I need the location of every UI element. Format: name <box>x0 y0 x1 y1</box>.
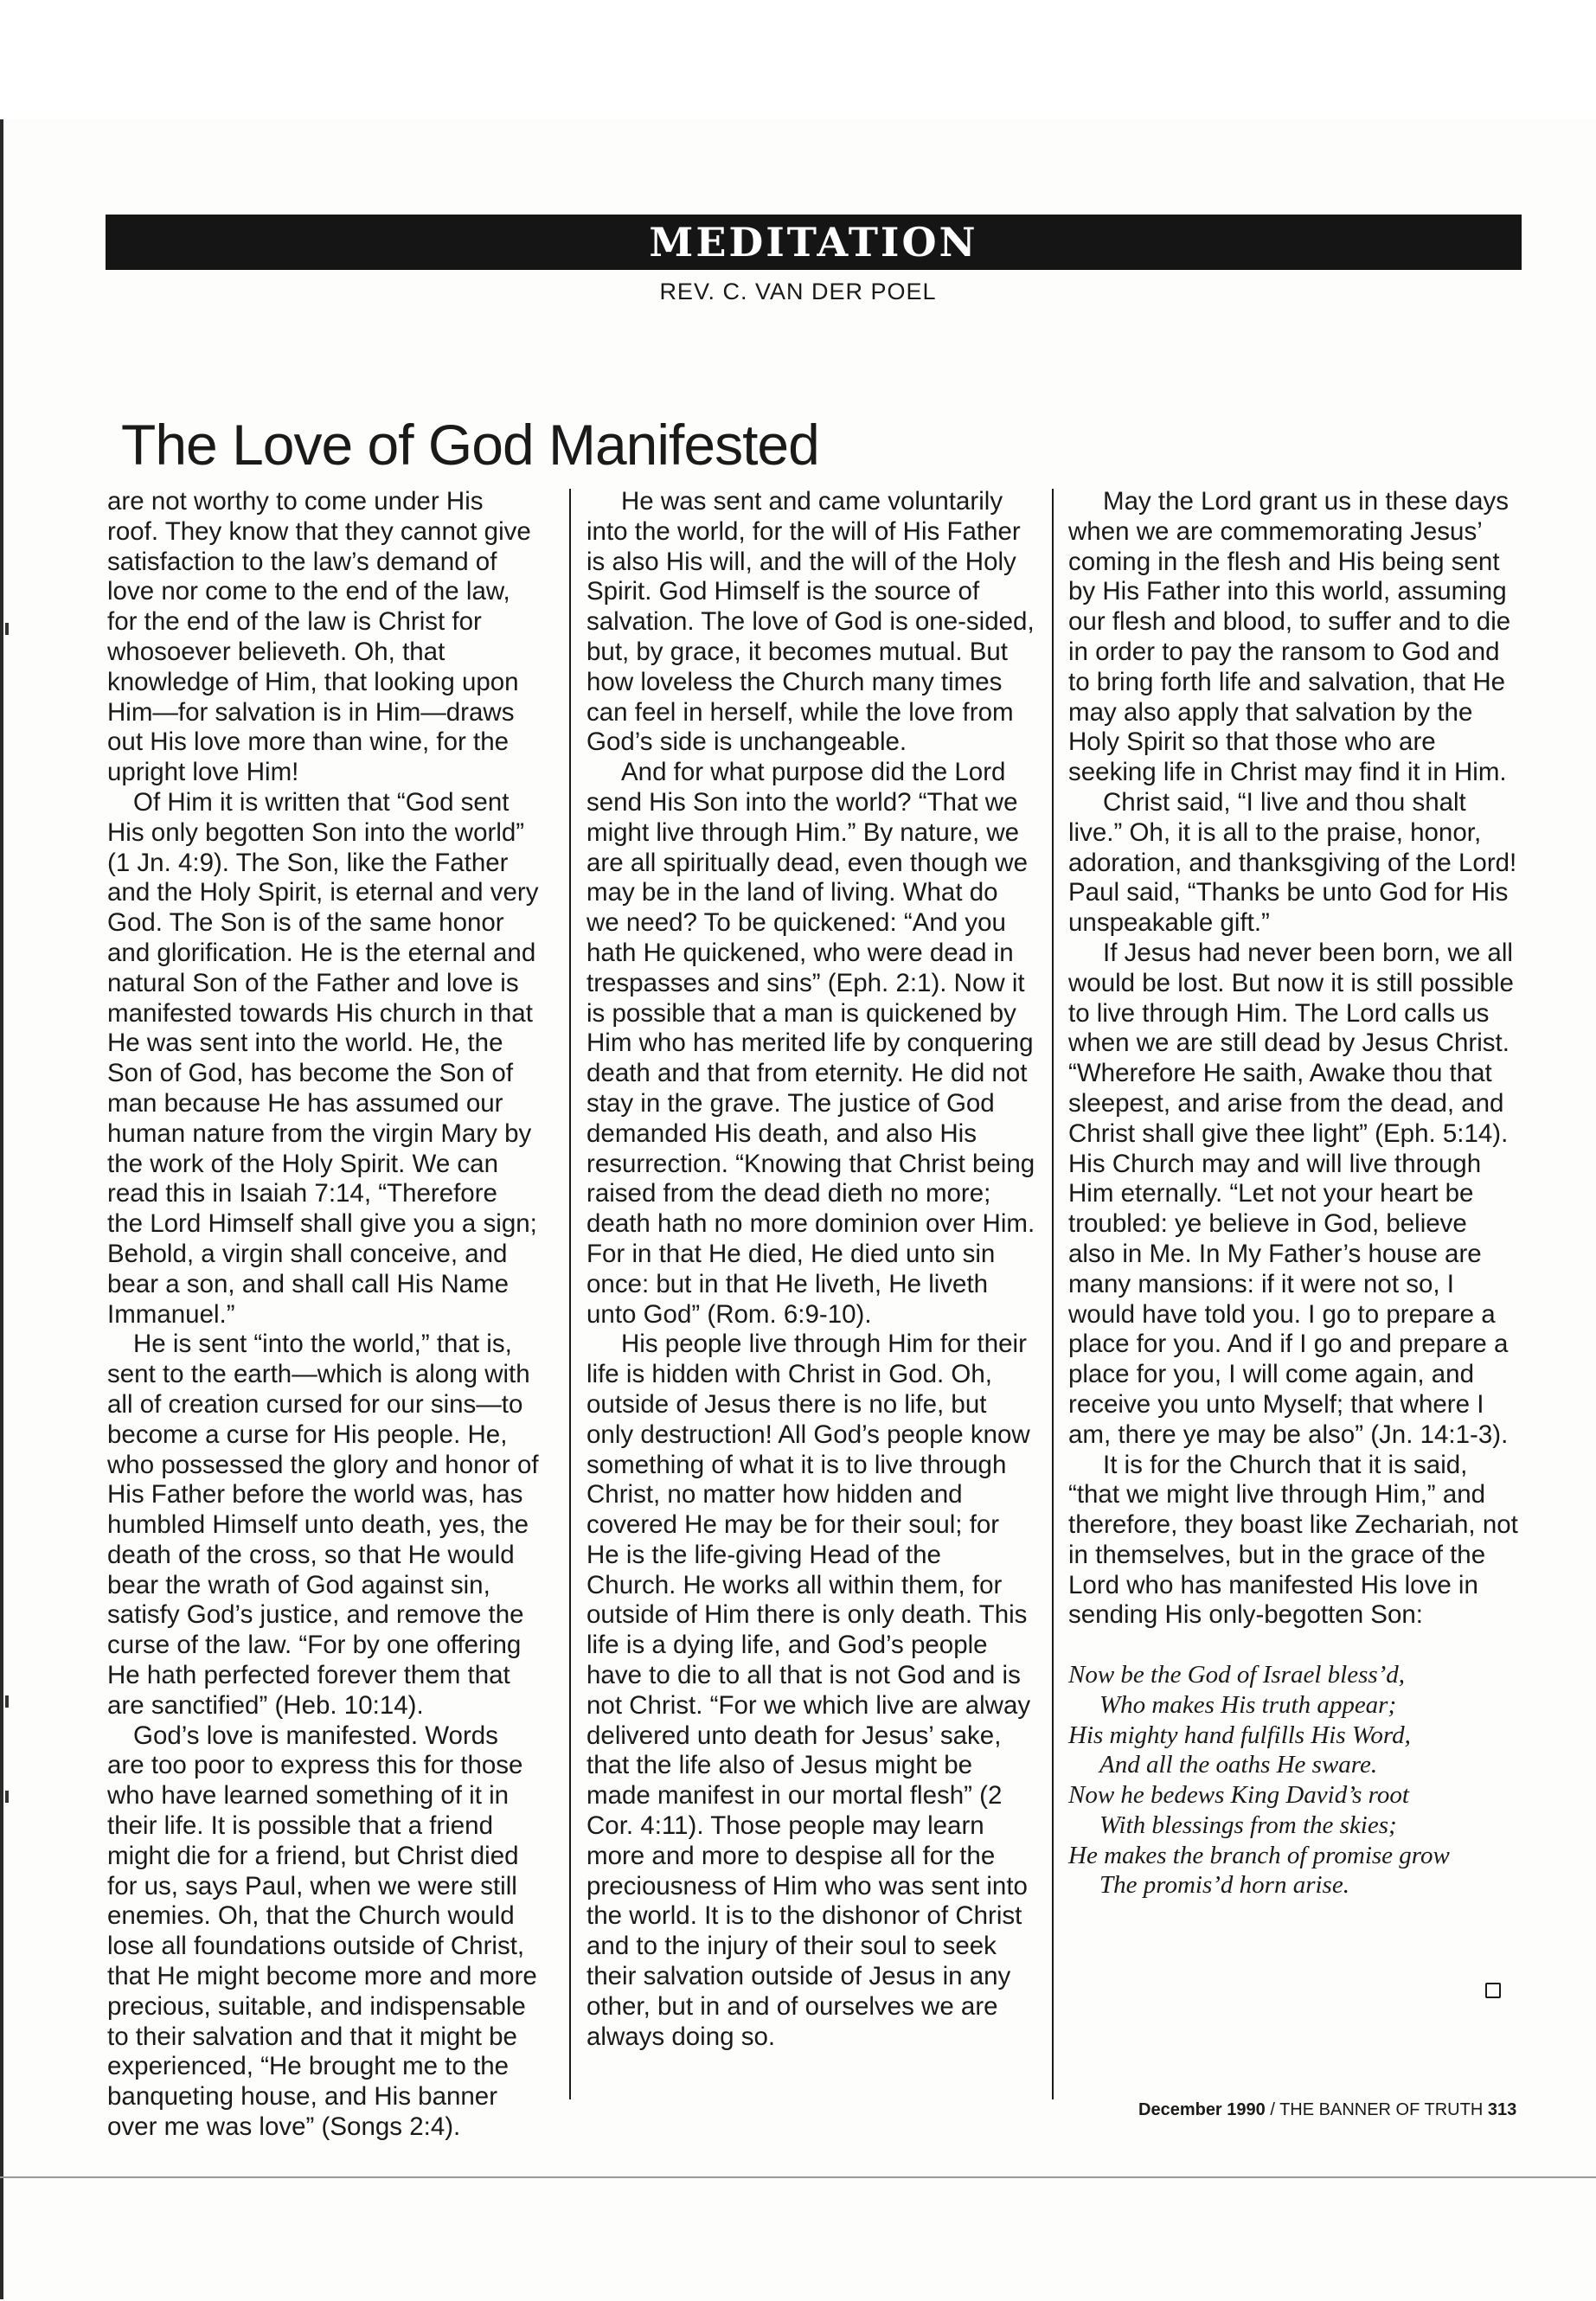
paragraph: He is sent “into the world,” that is, sent to the earth—which is along with all of creation cursed for our sins—to become a curse for His people. He, who possessed the glory and honor of His Father before the world was, has humbled Himself unto death, yes, the death of the cross, so that He would bear the wrath of God against sin, satisfy God’s justice, and remove the curse of the law. “For by one offering He hath perfected forever them that are sanctified” (Heb. 10:14). <box>107 1330 539 1720</box>
end-of-article-mark <box>1485 1983 1501 1998</box>
column-3 <box>1068 487 1518 1900</box>
column-divider <box>569 489 571 2099</box>
paragraph: And for what purpose did the Lord send His Son into the world? “That we might live through Him.” By nature, we are all spiritually dead, even though we may be in the land of living. What do we need? To be quickened: “And you hath He quickened, who were dead in trespasses and sins” (Eph. 2:1). Now it is possible that a man is quickened by Him who has merited life by conquering death and that from eternity. He did not stay in the grave. The justice of God demanded His death, and also His resurrection. “Knowing that Christ being raised from the dead dieth no more; death hath no more dominion over Him. For in that He died, He died unto sin once: but in that He liveth, He liveth unto God” (Rom. 6:9-10). <box>586 758 1035 1329</box>
scan-left-edge <box>0 119 3 2299</box>
scan-bottom-edge <box>0 2176 1596 2178</box>
scan-mark <box>5 1695 9 1708</box>
page-number: 313 <box>1487 2100 1517 2119</box>
footer-publication: THE BANNER OF TRUTH <box>1279 2100 1484 2119</box>
paragraph: are not worthy to come under His roof. They know that they cannot give satisfaction to the law’s demand of love nor come to the end of the law, for the end of the law is Christ for whosoever believeth. Oh, that knowledge of Him, that looking upon Him—for salvation is in Him—draws out His love more than wine, for the upright love Him! <box>107 487 531 787</box>
poem-line: The promis’d horn arise. <box>1099 1871 1349 1900</box>
page-footer <box>1138 2100 1516 2120</box>
paragraph: God’s love is manifested. Words are too poor to express this for those who have learned something of it in their life. It is possible that a friend might die for a friend, but Christ died for us, says Paul, when we were still enemies. Oh, that the Church would lose all foundations outside of Christ, that He might become more and more precious, suitable, and indispensable to their salvation and that it might be experienced, “He brought me to the banqueting house, and His banner over me was love” (Songs 2:4). <box>107 1721 537 2142</box>
column-1 <box>107 487 540 2143</box>
poem-line: Who makes His truth appear; <box>1099 1690 1397 1719</box>
section-banner: MEDITATION <box>106 215 1522 270</box>
paragraph: He was sent and came voluntarily into the world, for the will of His Father is also His will, and the will of the Holy Spirit. God Himself is the source of salvation. The love of God is one-sided, but, by grace, it becomes mutual. But how loveless the Church many times can feel in herself, while the love from God’s side is unchangeable. <box>586 487 1035 757</box>
paragraph: It is for the Church that it is said, “that we might live through Him,” and therefore, they boast like Zechariah, not in themselves, but in the grace of the Lord who has manifested His love in sending His only-begotten Son: <box>1068 1450 1518 1630</box>
paragraph: May the Lord grant us in these days when we are commemorating Jesus’ coming in the flesh and His being sent by His Father into this world, assuming our flesh and blood, to suffer and to die in order to pay the ransom to God and to bring forth life and salvation, that He may also apply that salvation by the Holy Spirit so that those who are seeking life in Christ may find it in Him. <box>1068 487 1511 787</box>
paragraph: His people live through Him for their life is hidden with Christ in God. Oh, outside of Jesus there is no life, but only destruction! All God’s people know something of what it is to live through Christ, no matter how hidden and covered He may be for their soul; for He is the life-giving Head of the Church. He works all within them, for outside of Him there is only death. This life is a dying life, and God’s people have to die to all that is not God and is not Christ. “For we which live are alway delivered unto death for Jesus’ sake, that the life also of Jesus might be made manifest in our mortal flesh” (2 Cor. 4:11). Those people may learn more and more to despise all for the preciousness of Him who was sent into the world. It is to the dishonor of Christ and to the injury of their soul to seek their salvation outside of Jesus in any other, but in and of ourselves we are always doing so. <box>586 1330 1031 2051</box>
author-byline: REV. C. VAN DER POEL <box>659 279 937 304</box>
hymn-verse <box>1068 1660 1518 1900</box>
column-2 <box>586 487 1036 2052</box>
poem-line: His mighty hand fulfills His Word, <box>1068 1721 1411 1749</box>
article-title: The Love of God Manifested <box>121 413 819 477</box>
paragraph: Of Him it is written that “God sent His only begotten Son into the world” (1 Jn. 4:9). The Son, like the Father and the Holy Spirit, is eternal and very God. The Son is of the same honor and glorification. He is the eternal and natural Son of the Father and love is manifested towards His church in that He was sent into the world. He, the Son of God, has become the Son of man because He has assumed our human nature from the virgin Mary by the work of the Holy Spirit. We can read this in Isaiah 7:14, “Therefore the Lord Himself shall give you a sign; Behold, a virgin shall conceive, and bear a son, and shall call His Name Immanuel.” <box>107 787 539 1329</box>
poem-line: With blessings from the skies; <box>1099 1811 1397 1839</box>
column-divider <box>1052 489 1054 2099</box>
paragraph: Christ said, “I live and thou shalt live.” Oh, it is all to the praise, honor, adoration, and thanksgiving of the Lord! Paul said, “Thanks be unto God for His unspeakable gift.” <box>1068 787 1517 938</box>
paragraph: If Jesus had never been born, we all would be lost. But now it is still possible to live through Him. The Lord calls us when we are still dead by Jesus Christ. “Wherefore He saith, Awake thou that sleepest, and arise from the dead, and Christ shall give thee light” (Eph. 5:14). His Church may and will live through Him eternally. “Let not your heart be troubled: ye believe in God, believe also in Me. In My Father’s house are many mansions: if it were not so, I would have told you. I go to prepare a place for you. And if I go and prepare a place for you, I will come again, and receive you unto Myself; that where I am, there ye may be also” (Jn. 14:1-3). <box>1068 938 1514 1449</box>
poem-line: He makes the branch of promise grow <box>1068 1841 1450 1869</box>
footer-date: December 1990 <box>1138 2100 1266 2119</box>
footer-separator: / <box>1265 2100 1280 2119</box>
scan-mark <box>5 1791 9 1803</box>
poem-line: Now be the God of Israel bless’d, <box>1068 1661 1406 1689</box>
poem-line: Now he bedews King David’s root <box>1068 1781 1409 1810</box>
poem-line: And all the oaths He sware. <box>1099 1751 1378 1779</box>
page-top-margin <box>0 0 1596 119</box>
scan-mark <box>5 623 9 635</box>
